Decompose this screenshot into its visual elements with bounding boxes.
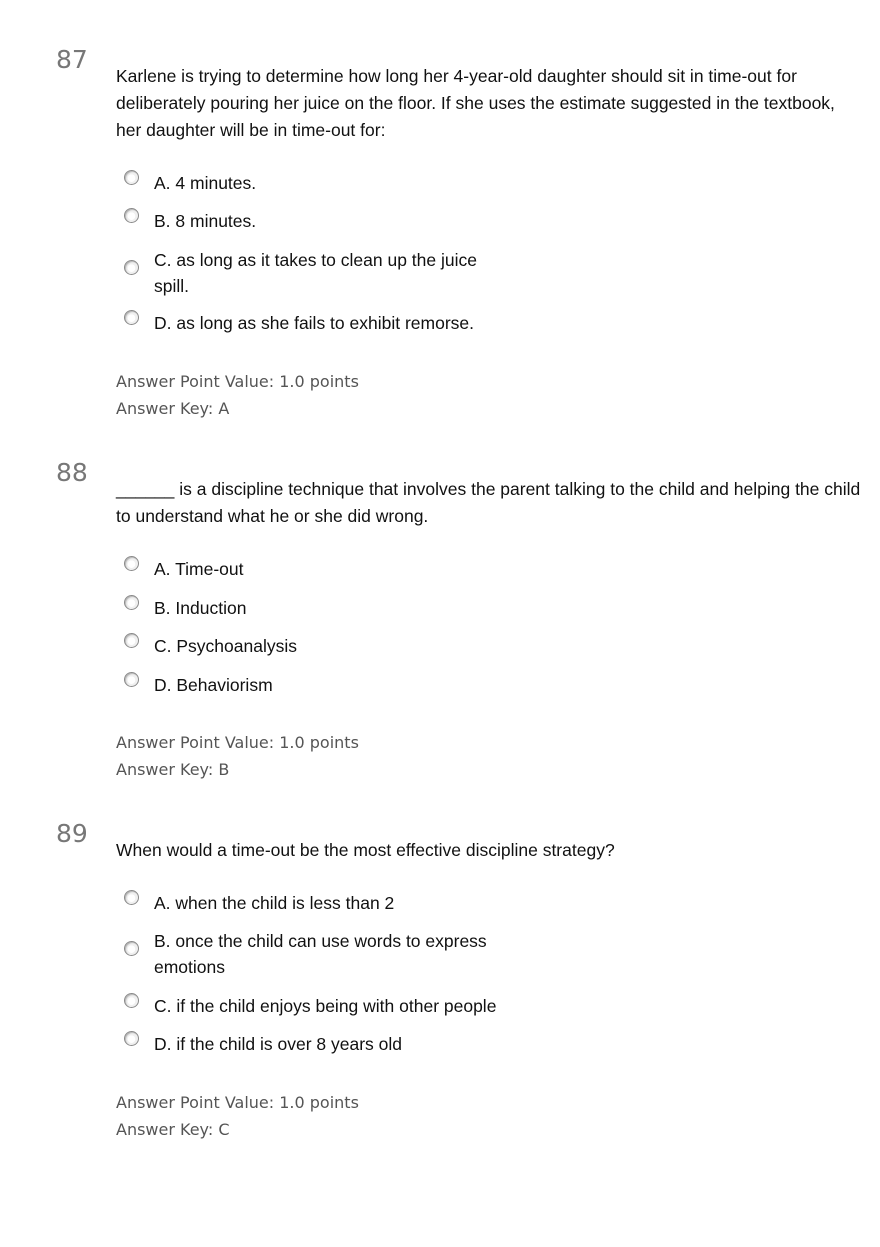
- option-d[interactable]: [124, 310, 524, 336]
- option-d[interactable]: [124, 1031, 524, 1057]
- point-value: Answer Point Value: 1.0 points: [116, 372, 359, 391]
- radio-icon[interactable]: [124, 556, 139, 571]
- question-number: 87: [56, 45, 88, 74]
- option-b[interactable]: [124, 595, 524, 621]
- question-number: 89: [56, 819, 88, 848]
- option-label: A. 4 minutes.: [154, 173, 257, 193]
- point-value: Answer Point Value: 1.0 points: [116, 733, 359, 752]
- radio-icon[interactable]: [124, 993, 139, 1008]
- radio-icon[interactable]: [124, 595, 139, 610]
- option-label: C. as long as it takes to clean up the juice spill.: [154, 250, 477, 296]
- radio-icon[interactable]: [124, 941, 139, 956]
- option-c[interactable]: [124, 633, 524, 659]
- question-number: 88: [56, 458, 88, 487]
- question-text: Karlene is trying to determine how long her 4-year-old daughter should sit in time-out for deliberately pouring her juice on the floor. If she uses the estimate suggested in the textbook, her daughter will be in time-out for:: [116, 66, 835, 140]
- option-label: C. if the child enjoys being with other people: [154, 996, 497, 1016]
- radio-icon[interactable]: [124, 672, 139, 687]
- option-label: B. 8 minutes.: [154, 211, 257, 231]
- option-label: D. Behaviorism: [154, 675, 273, 695]
- option-d[interactable]: [124, 672, 524, 698]
- radio-icon[interactable]: [124, 170, 139, 185]
- option-a[interactable]: [124, 556, 524, 582]
- radio-icon[interactable]: [124, 310, 139, 325]
- option-label: D. if the child is over 8 years old: [154, 1034, 403, 1054]
- radio-icon[interactable]: [124, 208, 139, 223]
- option-b[interactable]: [124, 208, 524, 234]
- answer-key: Answer Key: A: [116, 399, 230, 418]
- radio-icon[interactable]: [124, 260, 139, 275]
- option-label: D. as long as she fails to exhibit remorse.: [154, 313, 475, 333]
- option-a[interactable]: [124, 170, 524, 196]
- option-label: A. Time-out: [154, 559, 244, 579]
- radio-icon[interactable]: [124, 890, 139, 905]
- answer-key: Answer Key: B: [116, 760, 230, 779]
- option-c[interactable]: [124, 993, 524, 1019]
- option-b[interactable]: [124, 928, 524, 980]
- point-value: Answer Point Value: 1.0 points: [116, 1093, 359, 1112]
- radio-icon[interactable]: [124, 633, 139, 648]
- radio-icon[interactable]: [124, 1031, 139, 1046]
- option-label: B. once the child can use words to express emotions: [154, 931, 487, 977]
- option-label: B. Induction: [154, 598, 247, 618]
- option-label: A. when the child is less than 2: [154, 893, 395, 913]
- option-label: C. Psychoanalysis: [154, 636, 297, 656]
- option-a[interactable]: [124, 890, 524, 916]
- answer-key: Answer Key: C: [116, 1120, 230, 1139]
- option-c[interactable]: [124, 247, 524, 299]
- question-text: When would a time-out be the most effective discipline strategy?: [116, 840, 615, 860]
- question-text: ______ is a discipline technique that involves the parent talking to the child and helping the child to understand what he or she did wrong.: [116, 479, 861, 526]
